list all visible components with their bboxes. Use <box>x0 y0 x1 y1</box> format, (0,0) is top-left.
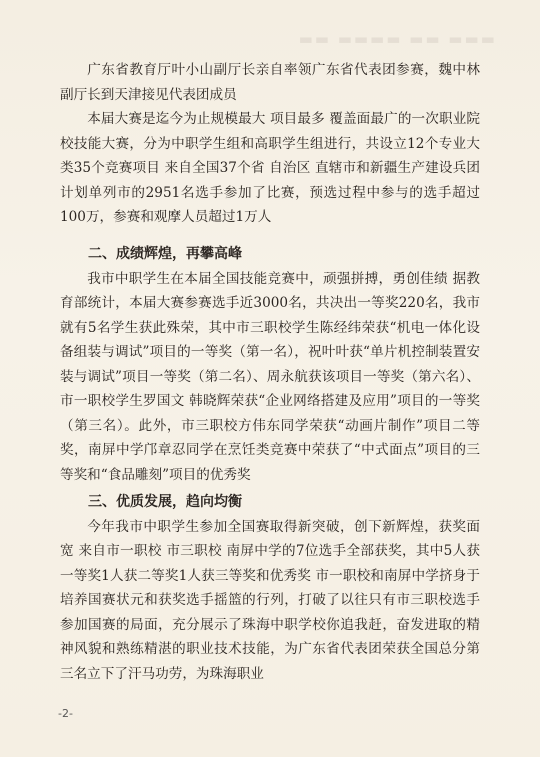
page-number: -2- <box>58 707 73 720</box>
paragraph-results: 我市中职学生在本届全国技能竞赛中，顽强拼搏，勇创佳绩 据教育部统计，本届大赛参赛选手近3000名，共决出一等奖220名，我市就有5名学生获此殊荣，其中市三职校学生陈经纬荣获“机电一体化设备组装与调试”项目的一等奖（第一名），祝叶叶获“单片机控制装置安装与调试”项目一等奖（第二名）、周永航获该项目一等奖（第六名）、市一职校学生罗国文 韩晓辉荣获“企业网络搭建及应用”项目的一等奖（第三名）。此外，市三职校方伟东同学荣获“动画片制作”项目二等奖，南屏中学邝章忍同学在烹饪类竞赛中荣获了“中式面点”项目的三等奖和“食品雕刻”项目的优秀奖 <box>60 270 480 483</box>
document-body <box>60 58 480 230</box>
section-2 <box>60 242 480 487</box>
bleed-through-text: ▬▬▬ ▬▬ ▬▬▬▬ ▬▬ <box>296 30 495 48</box>
section-heading-3: 三、优质发展，趋向均衡 <box>88 494 242 510</box>
paragraph-intro: 广东省教育厅叶小山副厅长亲自率领广东省代表团参赛，魏中林副厅长到天津接见代表团成员 <box>60 62 480 103</box>
paragraph-contest-scale: 本届大赛是迄今为止规模最大 项目最多 覆盖面最广的一次职业院校技能大赛，分为中职学生组和高职学生组进行，共设立12个专业大类35个竞赛项目 来自全国37个省 自治区 直辖市和新疆生产建设兵团 计划单列市的2951名选手参加了比赛，预选过程中参与的选手超过100万，参赛和观摩人员超过1万人 <box>60 111 480 225</box>
paragraph-balanced-development: 今年我市中职学生参加全国赛取得新突破，创下新辉煌，获奖面宽 来自市一职校 市三职校 南屏中学的7位选手全部获奖，其中5人获一等奖1人获二等奖1人获三等奖和优秀奖 市一职校和南屏中学挤身于培养国赛状元和获奖选手摇篮的行列，打破了以往只有市三职校选手参加国赛的局面，充分展示了珠海中职学校你追我赶，奋发进取的精神风貌和熟练精湛的职业技术技能，为广东省代表团荣获全国总分第三名立下了汗马功劳，为珠海职业 <box>60 518 480 682</box>
section-heading-2: 二、成绩辉煌，再攀高峰 <box>88 246 242 262</box>
section-3 <box>60 490 480 686</box>
